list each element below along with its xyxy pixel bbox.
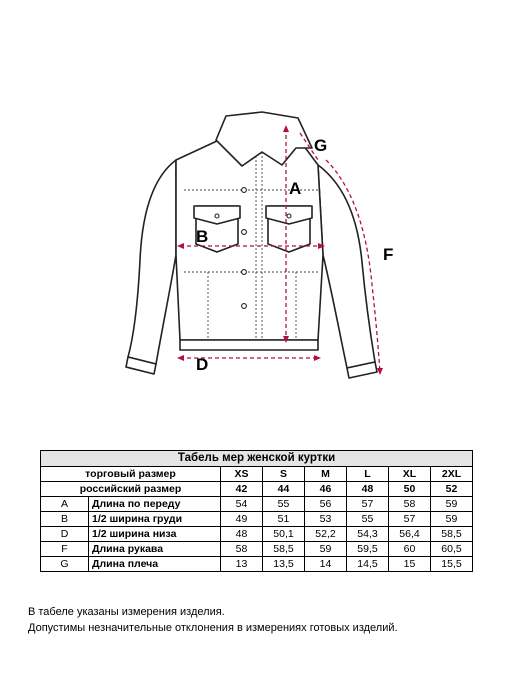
russian-size-cell: 52	[431, 482, 473, 497]
russian-size-cell: 42	[221, 482, 263, 497]
row-code: F	[41, 542, 89, 557]
row-value: 58,5	[263, 542, 305, 557]
russian-size-label: российский размер	[41, 482, 221, 497]
russian-size-cell: 46	[305, 482, 347, 497]
table-row	[41, 557, 473, 572]
row-name: 1/2 ширина низа	[89, 527, 221, 542]
row-name: Длина плеча	[89, 557, 221, 572]
row-value: 50,1	[263, 527, 305, 542]
note-line-2: Допустимы незначительные отклонения в измерениях готовых изделий.	[28, 622, 398, 634]
waistband	[180, 340, 318, 350]
row-value: 55	[347, 512, 389, 527]
row-value: 14,5	[347, 557, 389, 572]
russian-size-cell: 44	[263, 482, 305, 497]
table-row	[41, 527, 473, 542]
row-value: 58	[389, 497, 431, 512]
row-value: 60	[389, 542, 431, 557]
measure-label-g: G	[314, 136, 328, 155]
measure-label-b: B	[196, 227, 209, 246]
russian-size-cell: 50	[389, 482, 431, 497]
row-value: 13,5	[263, 557, 305, 572]
row-code: A	[41, 497, 89, 512]
row-value: 57	[347, 497, 389, 512]
row-code: G	[41, 557, 89, 572]
row-value: 49	[221, 512, 263, 527]
row-value: 53	[305, 512, 347, 527]
row-value: 59	[305, 542, 347, 557]
trade-size-cell: L	[347, 467, 389, 482]
trade-size-cell: M	[305, 467, 347, 482]
note-line-1: В табеле указаны измерения изделия.	[28, 606, 225, 618]
row-name: Длина рукава	[89, 542, 221, 557]
row-value: 58,5	[431, 527, 473, 542]
row-value: 15	[389, 557, 431, 572]
trade-size-row	[41, 467, 473, 482]
row-value: 15,5	[431, 557, 473, 572]
row-name: Длина по переду	[89, 497, 221, 512]
row-code: B	[41, 512, 89, 527]
row-code: D	[41, 527, 89, 542]
row-value: 59,5	[347, 542, 389, 557]
russian-size-cell: 48	[347, 482, 389, 497]
row-value: 59	[431, 512, 473, 527]
row-value: 54	[221, 497, 263, 512]
row-value: 57	[389, 512, 431, 527]
table-row	[41, 512, 473, 527]
row-value: 54,3	[347, 527, 389, 542]
table-row	[41, 497, 473, 512]
size-table	[40, 450, 473, 572]
trade-size-cell: S	[263, 467, 305, 482]
row-value: 59	[431, 497, 473, 512]
left-sleeve	[128, 160, 176, 364]
measure-label-f: F	[383, 245, 394, 264]
row-name: 1/2 ширина груди	[89, 512, 221, 527]
row-value: 55	[263, 497, 305, 512]
table-title: Табель мер женской куртки	[41, 451, 473, 467]
russian-size-row	[41, 482, 473, 497]
row-value: 48	[221, 527, 263, 542]
trade-size-cell: 2XL	[431, 467, 473, 482]
row-value: 56	[305, 497, 347, 512]
measure-label-a: A	[289, 179, 302, 198]
trade-size-label: торговый размер	[41, 467, 221, 482]
row-value: 60,5	[431, 542, 473, 557]
table-title-row	[41, 451, 473, 467]
table-row	[41, 542, 473, 557]
row-value: 56,4	[389, 527, 431, 542]
row-value: 51	[263, 512, 305, 527]
row-value: 14	[305, 557, 347, 572]
row-value: 13	[221, 557, 263, 572]
trade-size-cell: XS	[221, 467, 263, 482]
row-value: 52,2	[305, 527, 347, 542]
measure-label-d: D	[196, 355, 209, 374]
right-sleeve	[318, 165, 375, 368]
trade-size-cell: XL	[389, 467, 431, 482]
row-value: 58	[221, 542, 263, 557]
